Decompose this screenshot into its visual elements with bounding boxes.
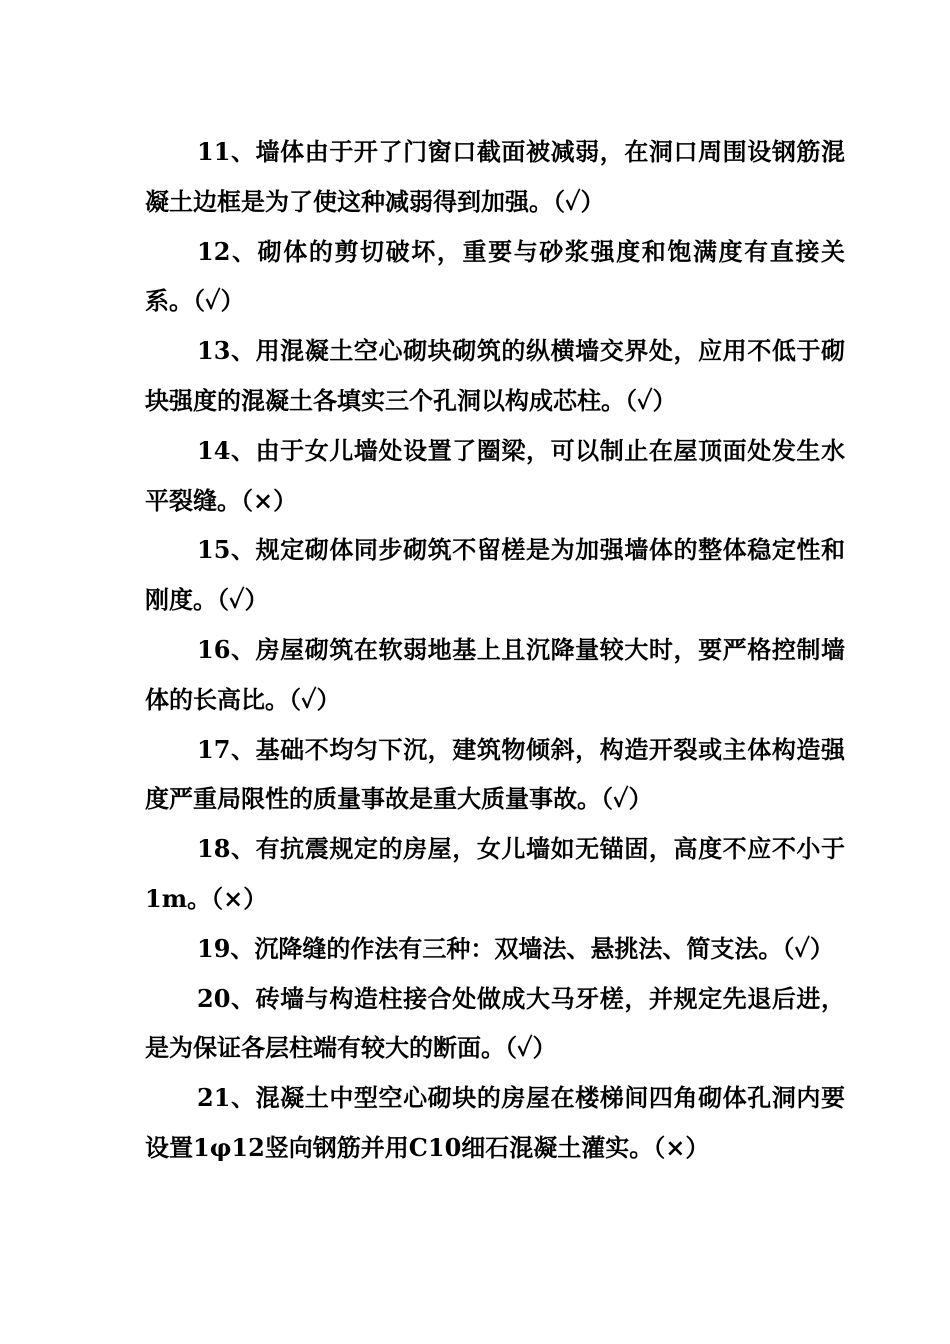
question-item-18: 18、有抗震规定的房屋，女儿墙如无锚固，高度不应不小于1m。（×） [145, 834, 845, 913]
question-item-14: 14、由于女儿墙处设置了圈梁，可以制止在屋顶面处发生水平裂缝。（×） [145, 435, 845, 515]
question-item-17: 17、基础不均匀下沉，建筑物倾斜，构造开裂或主体构造强度严重局限性的质量事故是重大质量事故。（✓） [145, 734, 845, 814]
question-item-11: 11、墙体由于开了门窗口截面被减弱，在洞口周围设钢筋混凝土边框是为了使这种减弱得到加强。（✓） [145, 137, 845, 216]
question-item-19: 19、沉降缝的作法有三种：双墙法、悬挑法、简支法。（✓） [197, 933, 834, 963]
question-item-13: 13、用混凝土空心砌块砌筑的纵横墙交界处，应用不低于砌块强度的混凝土各填实三个孔洞以构成芯柱。（✓） [145, 336, 845, 415]
question-item-20: 20、砖墙与构造柱接合处做成大马牙槎，并规定先退后进，是为保证各层柱端有较大的断面。（✓） [145, 983, 845, 1063]
question-item-21: 21、混凝土中型空心砌块的房屋在楼梯间四角砌体孔洞内要设置1φ12竖向钢筋并用C10细石混凝土灌实。（×） [145, 1083, 845, 1162]
question-list [145, 127, 845, 1173]
question-item-12: 12、砌体的剪切破坏，重要与砂浆强度和饱满度有直接关系。（✓） [145, 236, 845, 316]
question-item-16: 16、房屋砌筑在软弱地基上且沉降量较大时，要严格控制墙体的长高比。（✓） [145, 634, 845, 714]
question-item-15: 15、规定砌体同步砌筑不留槎是为加强墙体的整体稳定性和刚度。（✓） [145, 535, 845, 615]
